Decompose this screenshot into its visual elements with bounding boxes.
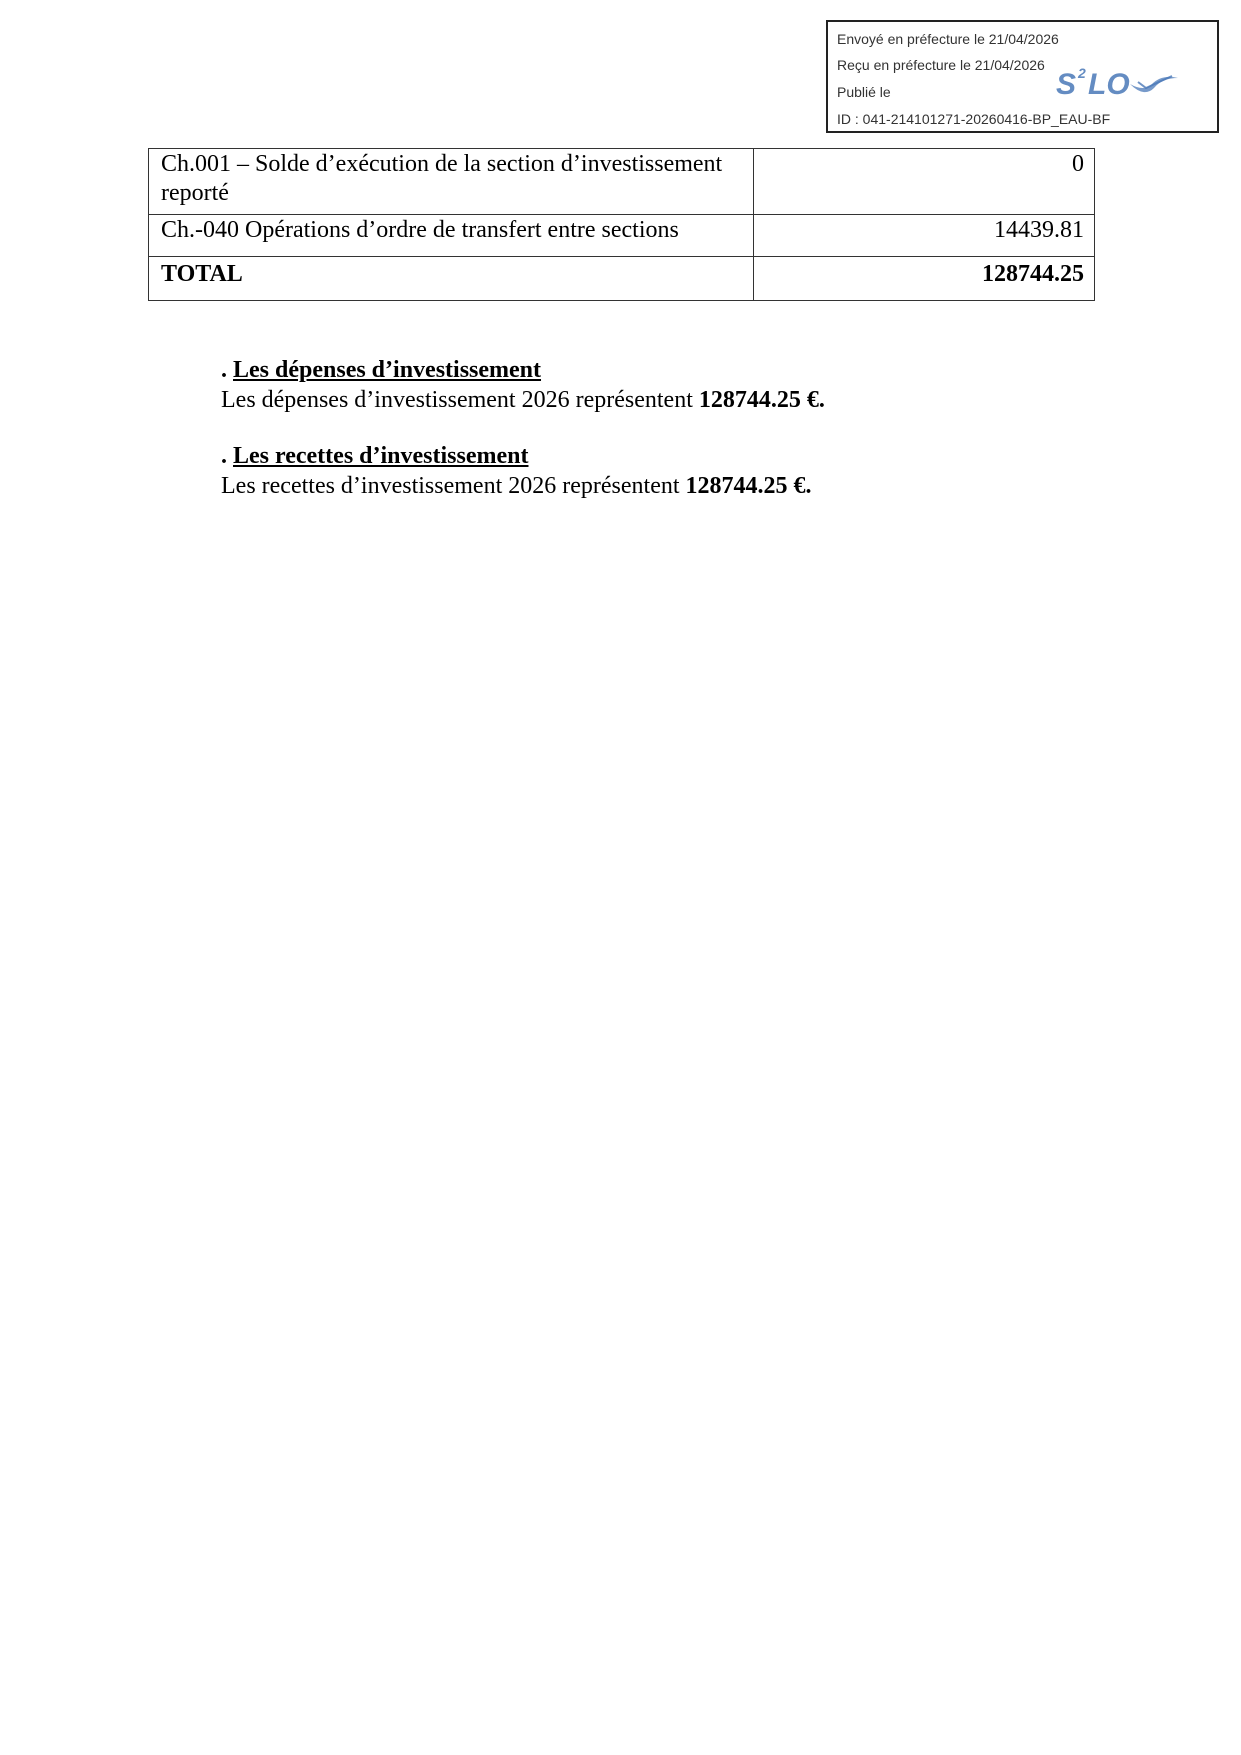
section-text (221, 385, 1121, 415)
svg-text:S: S (1056, 68, 1077, 101)
depenses-section (221, 355, 1121, 415)
total-label: TOTAL (149, 257, 754, 301)
heading-title: Les recettes d’investissement (233, 443, 529, 469)
stamp-received-date: Reçu en préfecture le 21/04/2026 (837, 57, 1045, 73)
text-value: 128744.25 €. (685, 473, 812, 499)
table-total-row (149, 257, 1095, 301)
text-body: Les recettes d’investissement 2026 représentent (221, 473, 686, 499)
text-value: 128744.25 €. (698, 387, 825, 413)
s2lo-logo (1054, 62, 1184, 102)
section-text (221, 471, 1121, 501)
heading-bullet: . (221, 443, 233, 469)
stamp-id: ID : 041-214101271-20260416-BP_EAU-BF (837, 111, 1111, 127)
stamp-published: Publié le (837, 84, 891, 100)
table-row (149, 149, 1095, 215)
svg-text:2: 2 (1078, 65, 1086, 81)
section-heading (221, 355, 1121, 385)
row-label: Ch.-040 Opérations d’ordre de transfert entre sections (149, 215, 754, 257)
svg-text:LO: LO (1088, 68, 1130, 101)
row-amount: 14439.81 (754, 215, 1095, 257)
total-amount: 128744.25 (754, 257, 1095, 301)
row-label: Ch.001 – Solde d’exécution de la section d’investissement reporté (149, 149, 754, 215)
heading-bullet: . (221, 357, 233, 383)
heading-title: Les dépenses d’investissement (233, 357, 542, 383)
recettes-section (221, 441, 1121, 501)
text-body: Les dépenses d’investissement 2026 représentent (221, 387, 699, 413)
stamp-sent-date: Envoyé en préfecture le 21/04/2026 (837, 31, 1059, 47)
table-row (149, 215, 1095, 257)
section-heading (221, 441, 1121, 471)
row-amount: 0 (754, 149, 1095, 215)
prefecture-stamp (826, 20, 1219, 133)
budget-table (148, 148, 1095, 301)
